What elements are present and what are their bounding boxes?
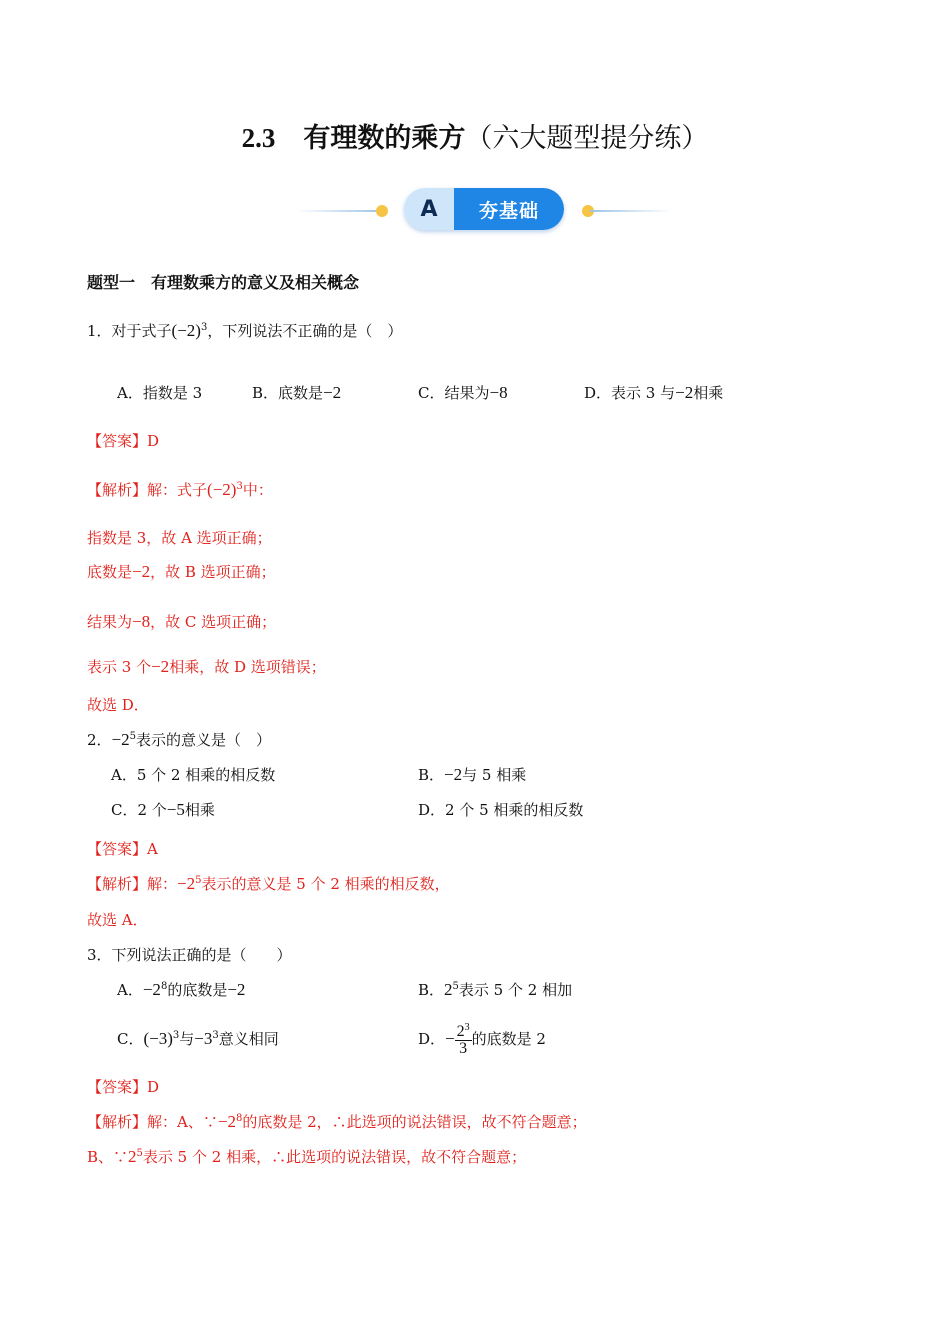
q3-option-c-mid: 与	[179, 1030, 195, 1048]
q3-option-c-exp2: 3	[212, 1030, 219, 1041]
q3-analysis-tag: 【解析】	[87, 1113, 148, 1131]
q2-option-c-val: −5	[166, 800, 185, 819]
q1-l2-val: −2	[132, 562, 151, 581]
q1-analysis-post: 中：	[242, 481, 273, 499]
level-banner	[296, 186, 676, 234]
q1-l3-val: −8	[132, 612, 151, 631]
q3-analysis-line-b	[87, 1146, 526, 1168]
q3-option-a-val: −2	[227, 980, 246, 999]
title-number: 2.3	[241, 123, 276, 153]
q2-expr: −2	[111, 730, 130, 749]
q3-option-b-exp: 5	[452, 981, 459, 992]
q3-option-d-numerator-exp: 3	[464, 1021, 470, 1033]
q3-option-c-exp1: 3	[172, 1030, 180, 1041]
q2-exp: 5	[129, 731, 137, 742]
q1-option-d	[584, 382, 723, 404]
q1-answer-value: D	[147, 432, 160, 450]
q3-option-d-numerator: 2	[456, 1022, 465, 1040]
q2-answer-tag: 【答案】	[87, 840, 148, 858]
q1-option-a: A．指数是 3	[117, 384, 203, 402]
q1-option-c	[418, 382, 508, 404]
q1-option-b	[252, 382, 341, 404]
q3-option-a-mid: 的底数是	[167, 981, 228, 999]
q1-l4-post: 相乘，故 D 选项错误；	[169, 658, 326, 676]
q1-analysis-expr: (−2)	[207, 480, 237, 499]
q1-stem	[87, 320, 402, 342]
q2-option-b	[418, 764, 526, 786]
q3-answer	[87, 1076, 159, 1098]
q1-analysis-line-2	[87, 561, 276, 583]
q1-option-c-pre: C．结果为	[418, 384, 490, 402]
q2-stem-post: 表示的意义是（ ）	[136, 731, 272, 749]
q3-option-c-pre: C．	[117, 1030, 144, 1048]
q1-expr: (−2)	[171, 321, 201, 340]
section-heading: 题型一 有理数乘方的意义及相关概念	[87, 273, 360, 292]
q1-l4-pre: 表示 3 个	[87, 658, 152, 676]
q2-answer-value: A	[147, 840, 158, 858]
q2-analysis	[87, 873, 450, 895]
q2-option-c	[111, 799, 215, 821]
q3-option-a-pre: A．	[117, 981, 143, 999]
q1-option-d-post: 相乘	[693, 384, 724, 402]
q1-answer	[87, 430, 159, 452]
q2-option-c-post: 相乘	[184, 801, 215, 819]
q1-analysis-line-5: 故选 D．	[87, 696, 149, 714]
q3-option-b-pre: B．	[418, 981, 445, 999]
q3-b-post: 表示 5 个 2 相乘，∴此选项的说法错误，故不符合题意；	[142, 1148, 527, 1166]
q3-option-a	[117, 979, 245, 1001]
q1-exp: 3	[200, 322, 208, 333]
q1-l4-val: −2	[151, 657, 170, 676]
q2-analysis-expr: −2	[177, 874, 196, 893]
q1-option-b-val: −2	[323, 383, 342, 402]
q2-conclusion: 故选 A．	[87, 911, 148, 929]
q3-option-d-fraction	[455, 1021, 472, 1057]
q2-stem-pre: 2．	[87, 731, 112, 749]
q2-analysis-exp: 5	[195, 875, 202, 886]
q1-l3-post: ，故 C 选项正确；	[150, 613, 277, 631]
q1-analysis-pre: 解：式子	[147, 481, 208, 499]
q3-analysis-exp: 8	[235, 1113, 243, 1124]
q1-option-d-pre: D．表示 3 与	[584, 384, 676, 402]
q3-option-c-expr2: −3	[194, 1029, 213, 1048]
q3-option-c-post: 意义相同	[218, 1030, 279, 1048]
q2-analysis-pre: 解：	[147, 875, 178, 893]
q2-option-a: A．5 个 2 相乘的相反数	[111, 766, 276, 784]
q3-option-a-expr: −2	[142, 980, 161, 999]
q1-answer-tag: 【答案】	[87, 432, 148, 450]
q3-option-a-exp: 8	[160, 981, 168, 992]
q1-analysis-exp: 3	[236, 481, 243, 492]
q3-option-d-post: 的底数是 2	[471, 1030, 546, 1048]
q3-b-expr: 2	[128, 1147, 137, 1166]
q3-option-b	[418, 979, 572, 1001]
q3-option-d	[418, 1014, 546, 1064]
q1-analysis-line-1: 指数是 3，故 A 选项正确；	[87, 529, 272, 547]
q3-analysis-expr: −2	[217, 1112, 236, 1131]
q3-analysis-pre: 解：A、∵	[147, 1113, 218, 1131]
q3-analysis	[87, 1111, 587, 1133]
q3-option-b-post: 表示 5 个 2 相加	[458, 981, 573, 999]
q2-option-b-post: 与 5 相乘	[462, 766, 527, 784]
q3-option-c-expr1: (−3)	[143, 1029, 173, 1048]
banner-left-dot	[376, 205, 388, 217]
q1-option-c-val: −8	[489, 383, 508, 402]
banner-pill	[404, 188, 564, 230]
q2-stem	[87, 729, 271, 751]
q2-analysis-post: 表示的意义是 5 个 2 相乘的相反数，	[201, 875, 450, 893]
q1-analysis	[87, 479, 273, 501]
q1-stem-post: ，下列说法不正确的是（ ）	[207, 322, 403, 340]
q3-b-exp: 5	[136, 1148, 143, 1159]
q3-option-d-sign: −	[445, 1029, 455, 1048]
title-subtitle: （六大题型提分练）	[465, 123, 709, 154]
q1-l3-pre: 结果为	[87, 613, 133, 631]
q3-analysis-post: 的底数是 2，∴此选项的说法错误，故不符合题意；	[242, 1113, 587, 1131]
q1-stem-pre: 1．对于式子	[87, 322, 172, 340]
q2-answer	[87, 838, 158, 860]
page-title	[0, 118, 950, 159]
banner-letter: A	[404, 188, 454, 230]
q1-option-d-val: −2	[675, 383, 694, 402]
q2-option-d: D．2 个 5 相乘的相反数	[418, 801, 584, 819]
q3-option-d-pre: D．	[418, 1030, 446, 1048]
banner-label: 夯基础	[454, 188, 564, 230]
q3-option-c	[117, 1028, 279, 1050]
q2-option-b-pre: B．	[418, 766, 445, 784]
q3-answer-tag: 【答案】	[87, 1078, 148, 1096]
q1-analysis-line-3	[87, 611, 276, 633]
banner-right-line	[590, 210, 672, 212]
q3-stem: 3．下列说法正确的是（ ）	[87, 946, 292, 964]
q3-option-b-expr: 2	[444, 980, 453, 999]
q1-option-b-pre: B．底数是	[252, 384, 324, 402]
q1-l2-post: ，故 B 选项正确；	[150, 563, 276, 581]
title-main: 有理数的乘方	[303, 123, 466, 154]
q1-analysis-line-4	[87, 656, 326, 678]
q1-analysis-tag: 【解析】	[87, 481, 148, 499]
q3-answer-value: D	[147, 1078, 160, 1096]
q1-l2-pre: 底数是	[87, 563, 133, 581]
q2-option-c-pre: C．2 个	[111, 801, 167, 819]
q2-analysis-tag: 【解析】	[87, 875, 148, 893]
q3-option-d-denominator: 3	[459, 1039, 468, 1057]
banner-left-line	[296, 210, 382, 212]
q2-option-b-val: −2	[444, 765, 463, 784]
q3-b-pre: B、∵	[87, 1148, 129, 1166]
